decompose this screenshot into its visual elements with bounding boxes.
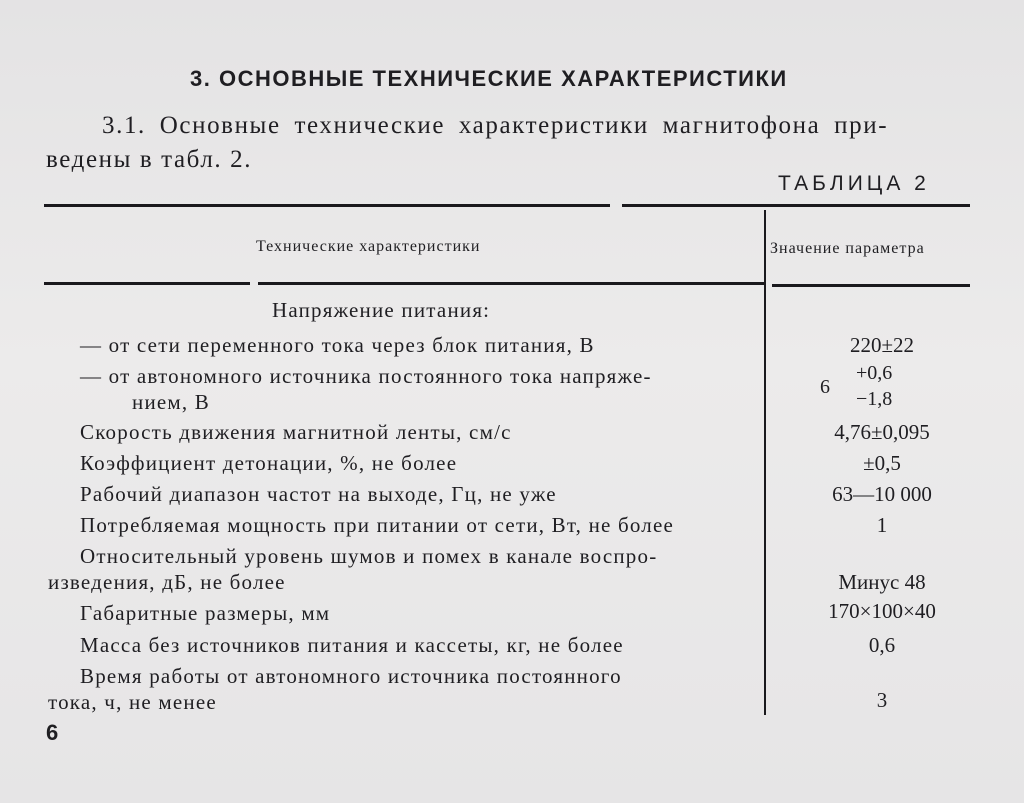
row-text: Масса без источников питания и кассеты, кг, не более: [80, 633, 624, 657]
section-title: 3. ОСНОВНЫЕ ТЕХНИЧЕСКИЕ ХАРАКТЕРИСТИКИ: [190, 66, 788, 91]
row-value: 0,6: [868, 633, 896, 657]
paragraph-line-1: 3.1. Основные технические характеристики магнитофона при-: [102, 112, 889, 139]
row-text: Габаритные размеры, мм: [80, 601, 331, 625]
row-value: 1: [876, 513, 888, 537]
value-with-tolerance: [820, 362, 940, 412]
table-top-rule-left: [44, 204, 610, 207]
value-plus: +0,6: [856, 362, 893, 384]
paragraph-line-2: ведены в табл. 2.: [46, 146, 253, 173]
row-text: нием, В: [132, 390, 210, 414]
row-value: 170×100×40: [828, 599, 936, 623]
row-text: Относительный уровень шумов и помех в канале воспро-: [80, 544, 658, 568]
row-value: 3: [876, 688, 888, 712]
table-column-divider: [764, 210, 766, 715]
header-characteristics: Технические характеристики: [256, 238, 481, 255]
row-value: ±0,5: [863, 451, 901, 475]
row-text: Скорость движения магнитной ленты, см/с: [80, 420, 512, 444]
value-minus: −1,8: [856, 388, 893, 410]
row-text: Время работы от автономного источника постоянного: [80, 664, 622, 688]
page-number: 6: [46, 720, 59, 745]
row-text: тока, ч, не менее: [48, 690, 217, 714]
table-header-rule-left: [44, 282, 250, 285]
table-caption: ТАБЛИЦА 2: [778, 172, 930, 195]
row-text: Потребляемая мощность при питании от сети, Вт, не более: [80, 513, 675, 537]
row-text: Рабочий диапазон частот на выходе, Гц, не уже: [80, 482, 557, 506]
row-text: изведения, дБ, не более: [48, 570, 286, 594]
row-text: — от сети переменного тока через блок питания, В: [80, 333, 595, 357]
row-text: Коэффициент детонации, %, не более: [80, 451, 458, 475]
row-value: 220±22: [849, 333, 915, 357]
table-header-rule-right: [772, 284, 970, 287]
row-value: 63—10 000: [832, 482, 932, 506]
row-value: Минус 48: [838, 570, 926, 594]
value-main: 6: [820, 376, 830, 398]
table-top-rule-right: [622, 204, 970, 207]
row-value: 4,76±0,095: [834, 420, 930, 444]
row-text: Напряжение питания:: [272, 298, 491, 322]
header-value: Значение параметра: [770, 240, 925, 257]
table-header-rule-mid: [258, 282, 764, 285]
row-text: — от автономного источника постоянного тока напряже-: [80, 364, 652, 388]
